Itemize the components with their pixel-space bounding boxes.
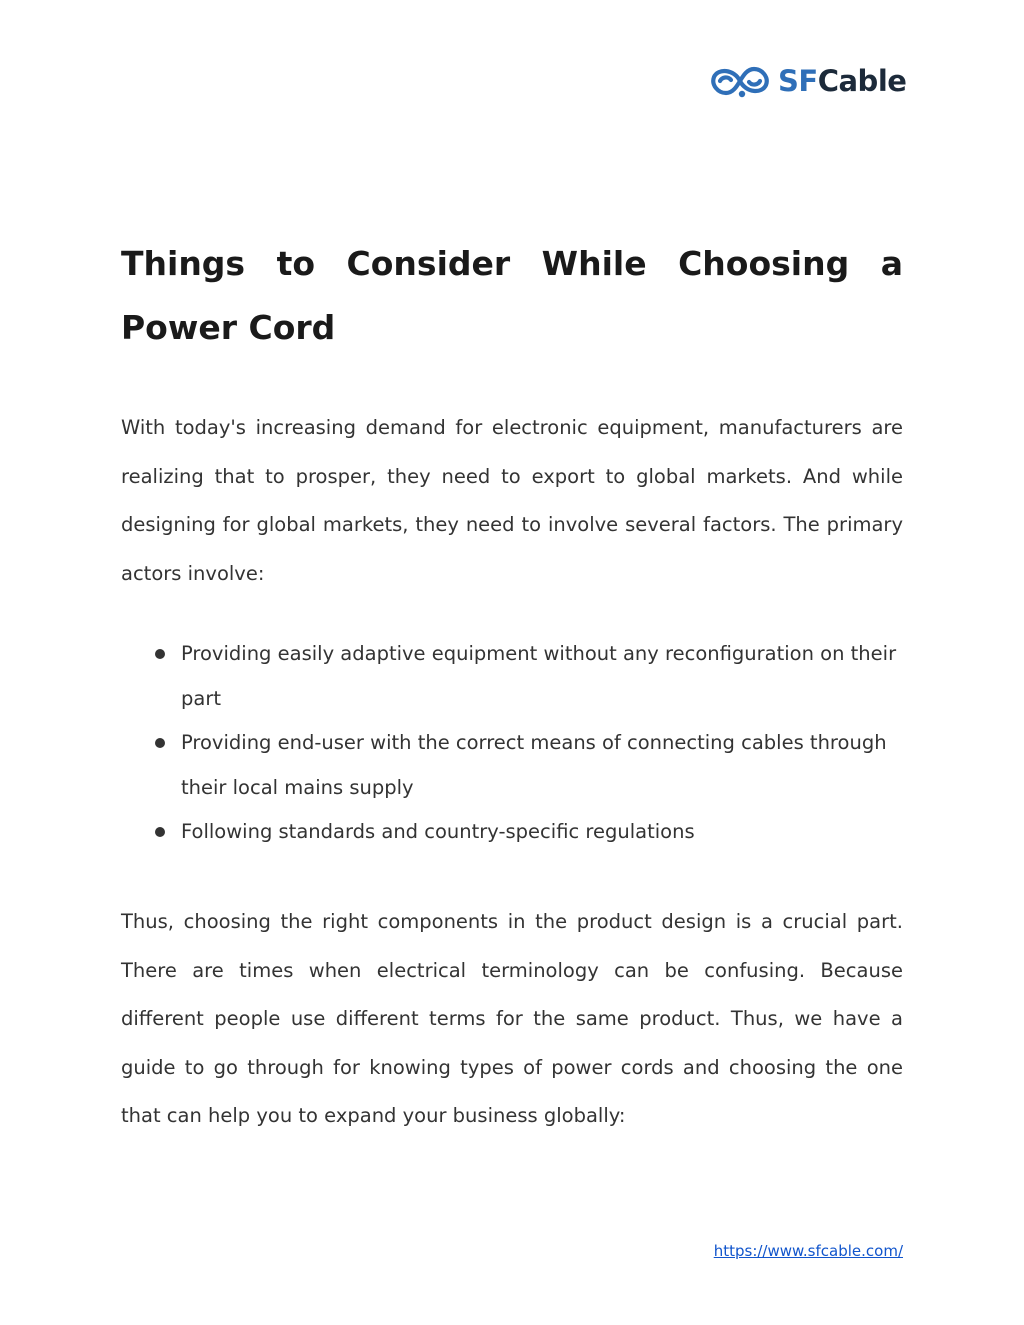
bullet-icon (155, 738, 165, 748)
factors-list (121, 632, 903, 855)
guide-paragraph: Thus, choosing the right components in the product design is a crucial part. There are times when electrical terminology can be confusing. Because different people use different terms for the same product. Thus, we have a guide to go through for knowing types of power cords and choosing the one that can help you to expand your business globally: (121, 910, 903, 1127)
logo-wordmark-cable: Cable (817, 64, 907, 98)
list-item (121, 632, 903, 721)
sfcable-logo (706, 60, 906, 102)
bullet-icon (155, 827, 165, 837)
intro-paragraph: With today's increasing demand for electronic equipment, manufacturers are realizing that to prosper, they need to export to global markets. And while designing for global markets, they need to involve several factors. The primary actors involve: (121, 416, 903, 585)
list-item (121, 721, 903, 810)
document-title: Things to Consider While Choosing a Power Cord (121, 244, 903, 347)
list-item (121, 810, 903, 855)
list-item-text: Providing end-user with the correct means of connecting cables through their local mains supply (181, 731, 887, 799)
logo-wordmark (778, 60, 906, 102)
logo-wordmark-sf: SF (778, 64, 818, 98)
list-item-text: Providing easily adaptive equipment without any reconfiguration on their part (181, 642, 897, 710)
website-link[interactable]: https://www.sfcable.com/ (713, 1242, 903, 1260)
bullet-icon (155, 649, 165, 659)
infinity-cable-icon (706, 60, 774, 102)
list-item-text: Following standards and country-specific regulations (181, 820, 695, 843)
